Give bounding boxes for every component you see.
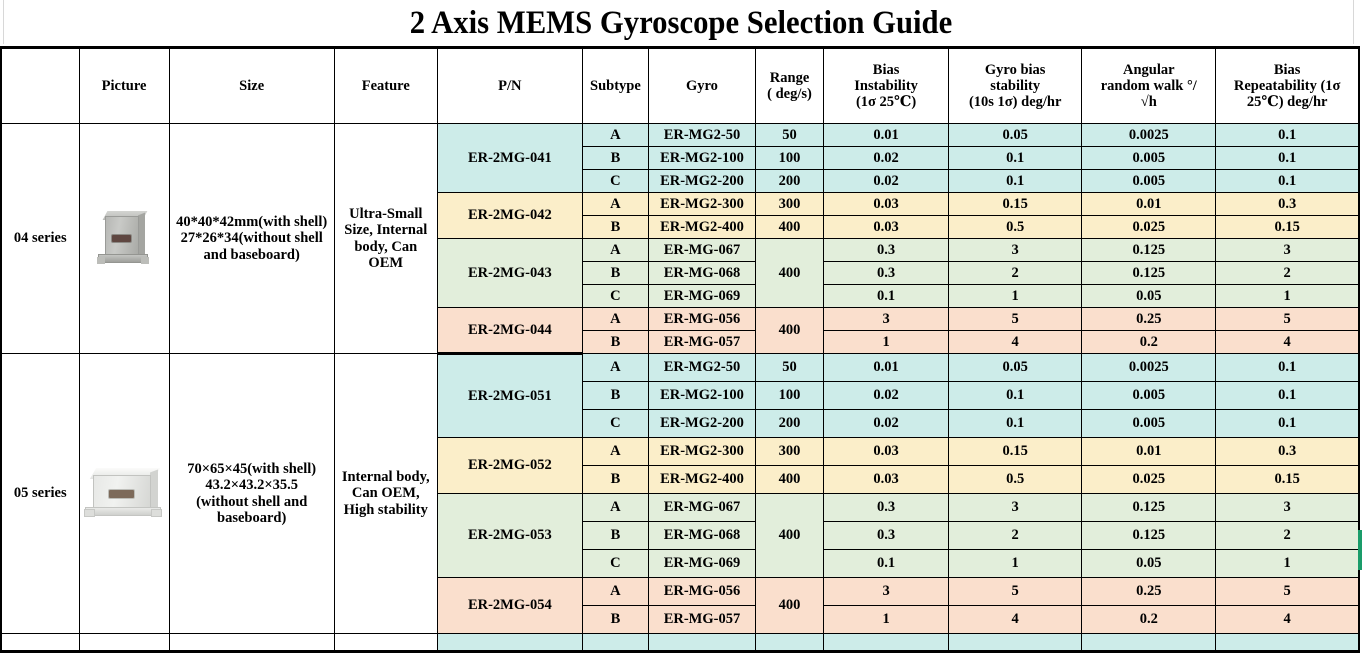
subtype-cell: C [582, 550, 648, 578]
part-number-cell: ER-2MG-051 [437, 354, 582, 438]
gyro-bias-stability-cell: 3 [949, 239, 1082, 262]
angular-random-walk-cell: 0.025 [1082, 466, 1216, 494]
header-bias-repeatability-line3: 25℃) deg/hr [1246, 94, 1328, 111]
subtype-cell: C [582, 170, 648, 193]
gyro-bias-stability-cell: 3 [949, 494, 1082, 522]
range-cell: 400 [756, 578, 824, 634]
product-feature-cell: Ultra-Small Size, Internal body, Can OEM [334, 124, 437, 354]
angular-random-walk-cell: 0.005 [1082, 410, 1216, 438]
gyro-bias-stability-cell: 5 [949, 308, 1082, 331]
angular-random-walk-cell: 0.01 [1082, 438, 1216, 466]
subtype-cell: C [582, 285, 648, 308]
gyro-model-cell: ER-MG2-50 [648, 354, 755, 382]
product-picture-cell [79, 354, 169, 634]
bias-instability-cell: 0.03 [824, 466, 949, 494]
bias-repeatability-cell: 4 [1216, 606, 1359, 634]
gyro-model-cell: ER-MG-069 [648, 285, 755, 308]
bias-instability-cell: 0.02 [824, 382, 949, 410]
angular-random-walk-cell: 0.2 [1082, 331, 1216, 354]
gyroscope-selection-table [0, 46, 1360, 653]
bias-instability-cell: 1 [824, 331, 949, 354]
range-cell: 50 [756, 124, 824, 147]
angular-random-walk-cell: 0.125 [1082, 239, 1216, 262]
angular-random-walk-cell: 0.125 [1082, 262, 1216, 285]
bias-repeatability-cell: 1 [1216, 550, 1359, 578]
bias-repeatability-cell: 0.1 [1216, 124, 1359, 147]
subtype-cell: B [582, 262, 648, 285]
product-size-cell [169, 124, 334, 354]
bias-repeatability-cell: 0.3 [1216, 193, 1359, 216]
angular-random-walk-cell: 0.25 [1082, 578, 1216, 606]
header-pn: P/N [437, 48, 582, 124]
gyro-bias-stability-cell: 2 [949, 522, 1082, 550]
bias-instability-cell: 0.02 [824, 147, 949, 170]
range-cell: 400 [756, 239, 824, 308]
angular-random-walk-cell: 0.01 [1082, 193, 1216, 216]
gyro-model-cell: ER-MG-069 [648, 550, 755, 578]
part-number-cell: ER-2MG-053 [437, 494, 582, 578]
angular-random-walk-cell: 0.0025 [1082, 354, 1216, 382]
bias-repeatability-cell: 3 [1216, 239, 1359, 262]
range-cell: 300 [756, 438, 824, 466]
part-number-cell: ER-2MG-052 [437, 438, 582, 494]
range-cell: 300 [756, 193, 824, 216]
header-series [1, 48, 79, 124]
range-cell: 50 [756, 354, 824, 382]
header-bias-instability-line1: Bias [872, 61, 900, 78]
subtype-cell: B [582, 606, 648, 634]
subtype-cell: B [582, 216, 648, 239]
header-bias-instability-line3: (1σ 25℃) [855, 94, 917, 111]
subtype-cell: A [582, 494, 648, 522]
gyro-model-cell: ER-MG-056 [648, 578, 755, 606]
page-margin-guide-left [3, 0, 4, 44]
product-picture-cell [79, 124, 169, 354]
gyro-bias-stability-cell: 5 [949, 578, 1082, 606]
bias-instability-cell: 0.3 [824, 494, 949, 522]
gyro-bias-stability-cell: 0.05 [949, 124, 1082, 147]
range-cell: 100 [756, 147, 824, 170]
series-name-cell: 04 series [1, 124, 79, 354]
angular-random-walk-cell: 0.125 [1082, 522, 1216, 550]
gyro-model-cell: ER-MG2-400 [648, 216, 755, 239]
bias-instability-cell: 0.03 [824, 438, 949, 466]
bias-repeatability-cell: 0.3 [1216, 438, 1359, 466]
angular-random-walk-cell: 0.005 [1082, 170, 1216, 193]
gyro-bias-stability-cell: 0.15 [949, 438, 1082, 466]
header-range-line1: Range [769, 69, 810, 86]
table-body [1, 124, 1359, 652]
page-title: 2 Axis MEMS Gyroscope Selection Guide [409, 5, 953, 41]
product-picture-cell [79, 634, 169, 652]
gyro-model-cell: ER-MG2-100 [648, 147, 755, 170]
subtype-cell: A [582, 438, 648, 466]
angular-random-walk-cell: 0.025 [1082, 216, 1216, 239]
bias-repeatability-cell: 5 [1216, 578, 1359, 606]
subtype-cell: B [582, 466, 648, 494]
header-bias-repeatability-line2: Repeatability (1σ [1233, 77, 1341, 94]
product-size-cell [169, 354, 334, 634]
header-bias-instability-line2: Instability [854, 77, 918, 94]
gyro-bias-stability-cell: 0.1 [949, 170, 1082, 193]
bias-repeatability-cell: 2 [1216, 522, 1359, 550]
gyro-model-cell: ER-MG2-400 [648, 466, 755, 494]
range-cell: 400 [756, 494, 824, 578]
bias-repeatability-cell: 0.15 [1216, 466, 1359, 494]
angular-random-walk-cell: 0.05 [1082, 285, 1216, 308]
gyro-bias-stability-cell: 4 [949, 606, 1082, 634]
gyro-model-cell: ER-MG-056 [648, 308, 755, 331]
partial-cell [949, 634, 1082, 652]
gyro-bias-stability-cell: 0.1 [949, 147, 1082, 170]
header-subtype: Subtype [582, 48, 648, 124]
range-cell: 400 [756, 216, 824, 239]
bias-repeatability-cell: 0.15 [1216, 216, 1359, 239]
bias-repeatability-cell: 0.1 [1216, 170, 1359, 193]
gyro-bias-stability-cell: 0.1 [949, 410, 1082, 438]
bias-instability-cell: 0.02 [824, 170, 949, 193]
bias-instability-cell: 0.3 [824, 239, 949, 262]
size-line: 40*40*42mm(with shell) [176, 214, 328, 231]
size-line: 27*26*34(without shell and baseboard) [180, 230, 323, 263]
subtype-cell: B [582, 147, 648, 170]
partial-cell [756, 634, 824, 652]
header-range-line2: ( deg/s) [767, 86, 812, 102]
angular-random-walk-cell: 0.0025 [1082, 124, 1216, 147]
table-header [1, 48, 1359, 124]
angular-random-walk-cell: 0.005 [1082, 147, 1216, 170]
gyro-model-cell: ER-MG-068 [648, 522, 755, 550]
range-cell: 400 [756, 466, 824, 494]
size-line: (without shell and baseboard) [196, 493, 308, 526]
subtype-cell: C [582, 410, 648, 438]
gyro-model-cell: ER-MG2-300 [648, 193, 755, 216]
header-feature: Feature [334, 48, 437, 124]
bias-instability-cell: 0.01 [824, 354, 949, 382]
subtype-cell: A [582, 124, 648, 147]
size-line: 70×65×45(with shell) [187, 461, 317, 478]
range-cell: 200 [756, 170, 824, 193]
bias-instability-cell: 0.1 [824, 285, 949, 308]
header-angular-random-walk-line3: √h [1140, 94, 1157, 111]
angular-random-walk-cell: 0.125 [1082, 494, 1216, 522]
subtype-cell: A [582, 578, 648, 606]
gyro-bias-stability-cell: 0.5 [949, 466, 1082, 494]
series-name-cell [1, 634, 79, 652]
gyro-model-cell: ER-MG2-300 [648, 438, 755, 466]
bias-instability-cell: 0.03 [824, 216, 949, 239]
bias-instability-cell: 0.3 [824, 262, 949, 285]
bias-repeatability-cell: 0.1 [1216, 410, 1359, 438]
gyroscope-04-series-image [96, 208, 152, 270]
header-range [756, 48, 824, 124]
gyro-model-cell: ER-MG-067 [648, 494, 755, 522]
partial-cell [1216, 634, 1359, 652]
range-cell: 400 [756, 308, 824, 354]
angular-random-walk-cell: 0.05 [1082, 550, 1216, 578]
bias-instability-cell: 0.01 [824, 124, 949, 147]
bias-repeatability-cell: 1 [1216, 285, 1359, 308]
table-row-partial [1, 634, 1359, 652]
header-gyro-bias-stability-line2: stability [990, 77, 1041, 94]
product-feature-cell: Internal body, Can OEM, High stability [334, 354, 437, 634]
header-row [1, 48, 1359, 124]
angular-random-walk-cell: 0.25 [1082, 308, 1216, 331]
angular-random-walk-cell: 0.005 [1082, 382, 1216, 410]
page-margin-guide-right [1353, 0, 1354, 44]
size-line: 43.2×43.2×35.5 [205, 477, 298, 494]
gyro-bias-stability-cell: 0.05 [949, 354, 1082, 382]
angular-random-walk-cell: 0.2 [1082, 606, 1216, 634]
part-number-cell: ER-2MG-042 [437, 193, 582, 239]
header-angular-random-walk-line1: Angular [1122, 61, 1175, 78]
bias-repeatability-cell: 3 [1216, 494, 1359, 522]
bias-instability-cell: 0.3 [824, 522, 949, 550]
gyro-bias-stability-cell: 1 [949, 285, 1082, 308]
header-gyro: Gyro [648, 48, 755, 124]
subtype-cell: A [582, 193, 648, 216]
bias-instability-cell: 3 [824, 308, 949, 331]
gyro-model-cell: ER-MG-057 [648, 606, 755, 634]
gyro-bias-stability-cell: 1 [949, 550, 1082, 578]
bias-repeatability-cell: 2 [1216, 262, 1359, 285]
header-bias-repeatability [1216, 48, 1359, 124]
gyro-model-cell: ER-MG2-200 [648, 410, 755, 438]
partial-cell [437, 634, 582, 652]
gyro-model-cell: ER-MG-057 [648, 331, 755, 354]
header-gyro-bias-stability-line1: Gyro bias [984, 61, 1046, 78]
cell-selection-handle[interactable] [1358, 530, 1362, 570]
partial-cell [1082, 634, 1216, 652]
partial-cell [648, 634, 755, 652]
header-bias-repeatability-line1: Bias [1273, 61, 1301, 78]
partial-cell [824, 634, 949, 652]
subtype-cell: B [582, 331, 648, 354]
gyro-bias-stability-cell: 2 [949, 262, 1082, 285]
bias-instability-cell: 0.03 [824, 193, 949, 216]
subtype-cell: A [582, 239, 648, 262]
gyro-model-cell: ER-MG2-100 [648, 382, 755, 410]
bias-repeatability-cell: 4 [1216, 331, 1359, 354]
range-cell: 200 [756, 410, 824, 438]
part-number-cell: ER-2MG-054 [437, 578, 582, 634]
product-feature-cell [334, 634, 437, 652]
part-number-cell: ER-2MG-043 [437, 239, 582, 308]
bias-repeatability-cell: 0.1 [1216, 354, 1359, 382]
header-gyro-bias-stability [949, 48, 1082, 124]
part-number-cell: ER-2MG-041 [437, 124, 582, 193]
table-row [1, 354, 1359, 382]
gyro-bias-stability-cell: 0.5 [949, 216, 1082, 239]
gyro-bias-stability-cell: 0.15 [949, 193, 1082, 216]
header-angular-random-walk [1082, 48, 1216, 124]
gyro-model-cell: ER-MG2-200 [648, 170, 755, 193]
header-gyro-bias-stability-line3: (10s 1σ) deg/hr [968, 94, 1062, 111]
gyroscope-05-series-image [82, 463, 166, 525]
bias-instability-cell: 1 [824, 606, 949, 634]
range-cell: 100 [756, 382, 824, 410]
partial-cell [582, 634, 648, 652]
bias-instability-cell: 0.1 [824, 550, 949, 578]
header-bias-instability [824, 48, 949, 124]
part-number-cell: ER-2MG-044 [437, 308, 582, 354]
gyro-model-cell: ER-MG-067 [648, 239, 755, 262]
bias-repeatability-cell: 5 [1216, 308, 1359, 331]
header-size: Size [169, 48, 334, 124]
bias-repeatability-cell: 0.1 [1216, 147, 1359, 170]
gyro-bias-stability-cell: 4 [949, 331, 1082, 354]
header-angular-random-walk-line2: random walk °/ [1100, 77, 1197, 94]
bias-instability-cell: 0.02 [824, 410, 949, 438]
header-picture: Picture [79, 48, 169, 124]
bias-repeatability-cell: 0.1 [1216, 382, 1359, 410]
subtype-cell: A [582, 308, 648, 331]
bias-instability-cell: 3 [824, 578, 949, 606]
gyro-model-cell: ER-MG2-50 [648, 124, 755, 147]
gyro-bias-stability-cell: 0.1 [949, 382, 1082, 410]
subtype-cell: B [582, 382, 648, 410]
subtype-cell: B [582, 522, 648, 550]
gyro-model-cell: ER-MG-068 [648, 262, 755, 285]
series-name-cell: 05 series [1, 354, 79, 634]
subtype-cell: A [582, 354, 648, 382]
product-size-cell [169, 634, 334, 652]
table-row [1, 124, 1359, 147]
